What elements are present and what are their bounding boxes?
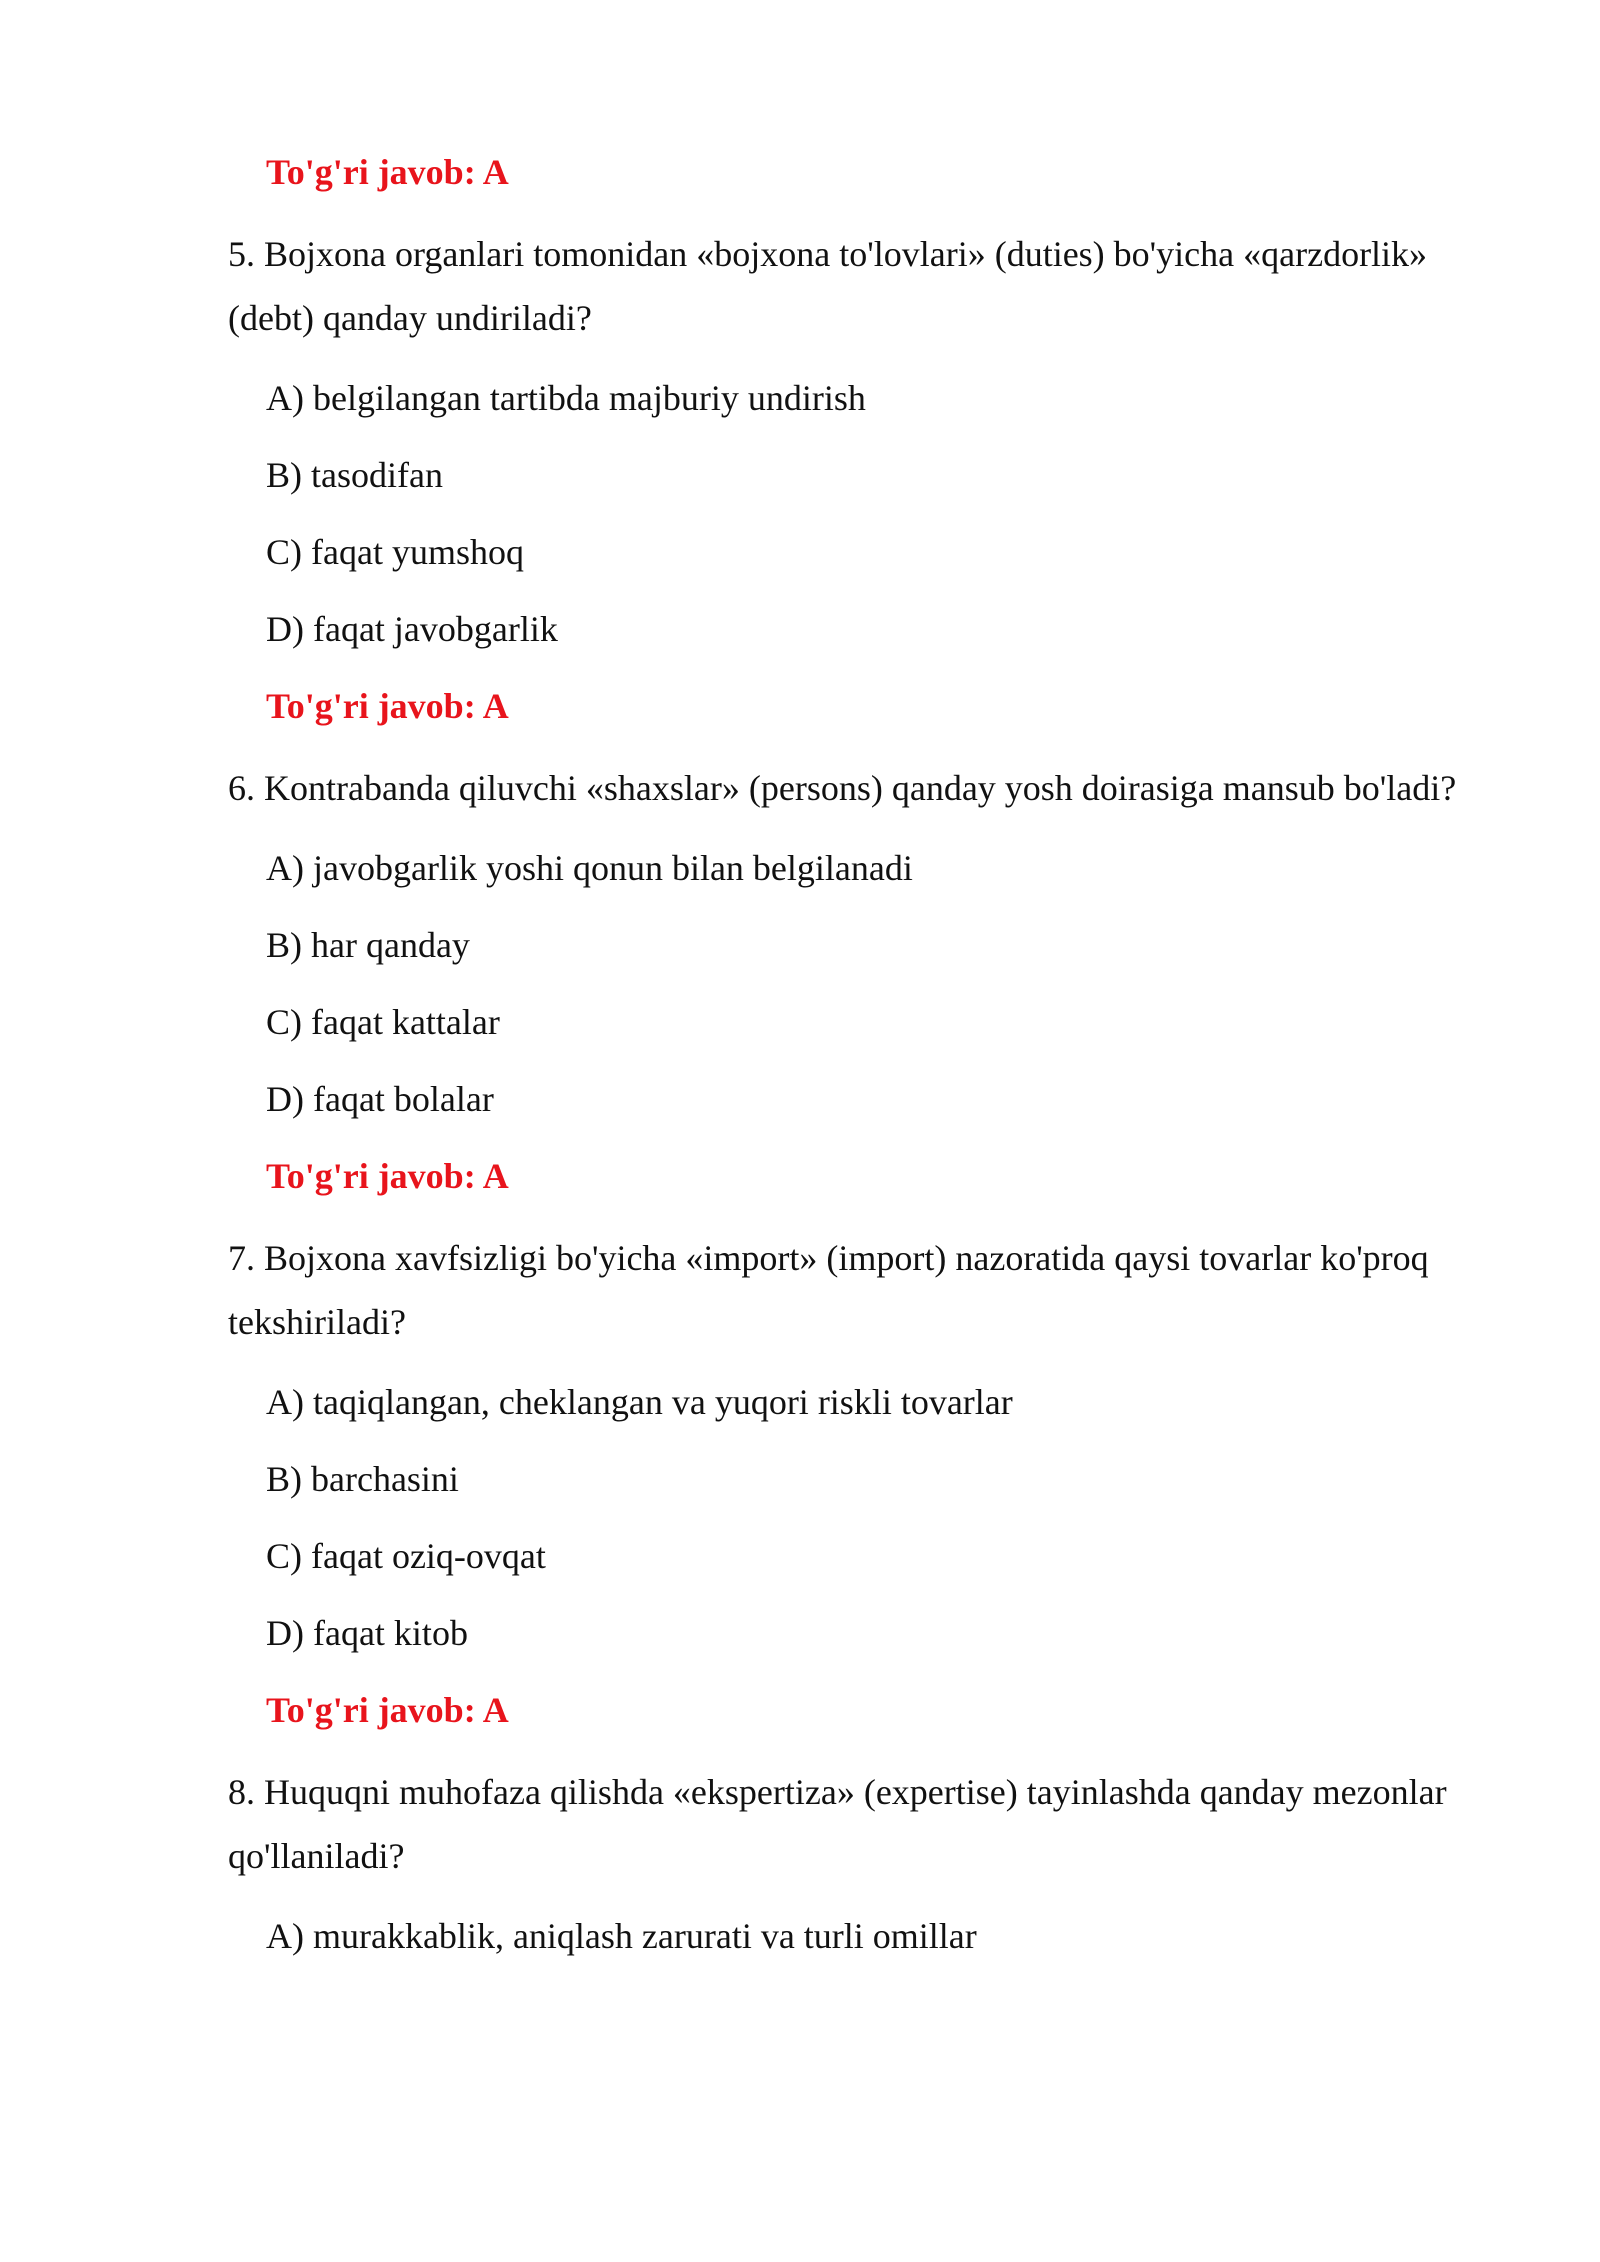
question-7-option-a: A) taqiqlangan, cheklangan va yuqori riskli tovarlar bbox=[266, 1382, 1013, 1422]
question-7: 7. Bojxona xavfsizligi bo'yicha «import» (import) nazoratida qaysi tovarlar ko'proq tekshiriladi? bbox=[228, 1238, 1429, 1342]
question-6-option-b: B) har qanday bbox=[266, 925, 470, 965]
quiz-content bbox=[228, 146, 1483, 1987]
correct-answer-label: To'g'ri javob: A bbox=[266, 1156, 509, 1196]
question-5: 5. Bojxona organlari tomonidan «bojxona to'lovlari» (duties) bo'yicha «qarzdorlik» (debt) qanday undiriladi? bbox=[228, 234, 1428, 338]
question-7-option-c: C) faqat oziq-ovqat bbox=[266, 1536, 546, 1576]
question-6-option-c: C) faqat kattalar bbox=[266, 1002, 500, 1042]
question-5-option-c: C) faqat yumshoq bbox=[266, 532, 524, 572]
question-6-option-d: D) faqat bolalar bbox=[266, 1079, 494, 1119]
question-8: 8. Huquqni muhofaza qilishda «ekspertiza» (expertise) tayinlashda qanday mezonlar qo'llaniladi? bbox=[228, 1772, 1447, 1876]
question-5-option-d: D) faqat javobgarlik bbox=[266, 609, 558, 649]
correct-answer-label: To'g'ri javob: A bbox=[266, 686, 509, 726]
question-7-option-d: D) faqat kitob bbox=[266, 1613, 468, 1653]
question-5-option-b: B) tasodifan bbox=[266, 455, 443, 495]
question-5-option-a: A) belgilangan tartibda majburiy undirish bbox=[266, 378, 866, 418]
question-8-option-a: A) murakkablik, aniqlash zarurati va turli omillar bbox=[266, 1916, 977, 1956]
correct-answer-label: To'g'ri javob: A bbox=[266, 1690, 509, 1730]
question-6-option-a: A) javobgarlik yoshi qonun bilan belgilanadi bbox=[266, 848, 913, 888]
question-7-option-b: B) barchasini bbox=[266, 1459, 459, 1499]
correct-answer-label: To'g'ri javob: A bbox=[266, 152, 509, 192]
question-6: 6. Kontrabanda qiluvchi «shaxslar» (persons) qanday yosh doirasiga mansub bo'ladi? bbox=[228, 768, 1457, 808]
